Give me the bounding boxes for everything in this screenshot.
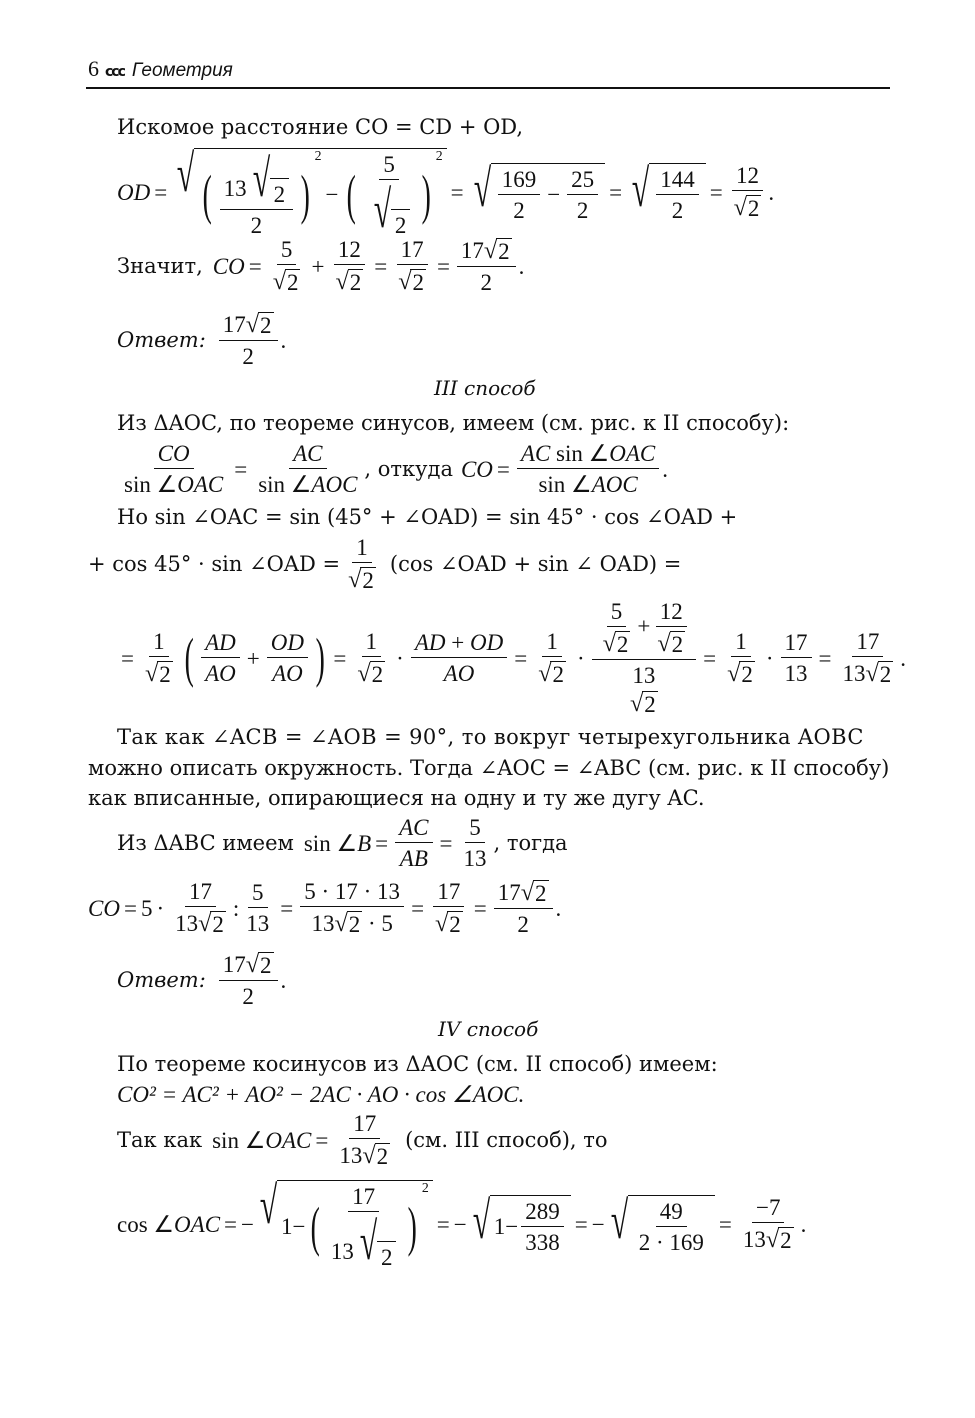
iz-abc-text: Из ΔABC имеем: [117, 830, 294, 855]
text-line-cos-law: По теореме косинусов из ΔAOC (см. II способ) имеем:: [117, 1052, 718, 1076]
see-iii-text: (см. III способ), то: [405, 1127, 608, 1152]
cos-sum-text: (cos ∠OAD + sin ∠ OAD) =: [389, 551, 682, 576]
formula-sin-b: Из ΔABC имеем sin ∠ B = $\frac{AC}{AB}$ = $\frac{5}{13}$ , тогда: [117, 815, 568, 871]
text-line-quad-2: можно описать окружность. Тогда ∠AOC = ∠ABC (см. рис. к II способу): [88, 756, 890, 780]
text-line-quad-1: Так как ∠ACB = ∠AOB = 90°, то вокруг четырехугольника AOBC: [117, 725, 864, 749]
text-line-sin-oac: Но sin ∠OAC = sin (45° + ∠OAD) = sin 45° · cos ∠OAD +: [117, 505, 738, 529]
cos45-text: + cos 45° · sin ∠OAD =: [88, 551, 341, 576]
tak-kak-text: Так как: [117, 1127, 203, 1152]
page-number: 6: [88, 56, 99, 81]
running-header: [88, 56, 233, 82]
section-caption-iii: III способ: [434, 376, 536, 400]
togda-text: , тогда: [493, 830, 568, 855]
formula-co-final: CO = 5 · 17 13 √ 2 : $\frac{5}{13}$ = 5 · 17 · 13 13 √ 2 · 5 = 17 √ 2 = 17 √ 2 2 .: [88, 878, 562, 937]
answer-label: Ответ:: [117, 967, 206, 992]
publisher-logo-icon: ccc: [105, 64, 124, 80]
formula-cos45: + cos 45° · sin ∠OAD = 1 √ 2 (cos ∠OAD + sin ∠ OAD) =: [88, 535, 682, 593]
formula-sine-law: $\frac{CO}{\text{sin ∠OAC}}$ = $\frac{AC}{\text{sin ∠AOC}}$ , откуда CO = $\frac{\text{AC sin ∠OAC}}{\text{sin ∠AOC}}$ .: [124, 441, 669, 497]
text-line-quad-3: как вписанные, опирающиеся на одну и ту же дугу AC.: [88, 786, 705, 810]
section-caption-iv: IV способ: [438, 1017, 539, 1041]
formula-od: OD = √ ( 13 √ 2 2 ) 2 − ( 5 √ 2 ) 2 = √ $\frac{169}{2}$ − $\frac{25}{2}$ = √ $\frac{144}{2}$ = 12 √ 2 .: [117, 145, 775, 239]
text-line-sine-law: Из ΔAOC, по теореме синусов, имеем (см. рис. к II способу):: [117, 411, 790, 435]
formula-sin-oac: Так как sin ∠ OAC = 17 13 √ 2 (см. III способ), то: [117, 1111, 608, 1169]
running-title: Геометрия: [131, 60, 233, 81]
formula-co-sum: Значит, CO = 5 √ 2 + 12 √ 2 = 17 √ 2 = 17 √ 2 2 .: [117, 236, 525, 295]
znachit-label: Значит,: [117, 253, 203, 278]
answer-1: Ответ: 17 √ 2 2 .: [117, 310, 287, 369]
otkuda-label: , откуда: [364, 456, 453, 481]
formula-cos-law: CO² = AC² + AO² − 2AC · AO · cos ∠AOC.: [117, 1082, 525, 1107]
formula-cos-oac: cos ∠ OAC = − √ 1− ( 17 13 √ 2 ) 2 = − √ 1− $\frac{289}{338}$ = − √ $\frac{49}{2 \cdot 169}$ = −7 13 √ 2 .: [117, 1177, 807, 1271]
formula-chain: = 1 √ 2 ( $\frac{AD}{AO}$ + $\frac{OD}{AO}$ ) = 1 √ 2 · $\frac{AD + OD}{AO}$ = 1 √ 2 · 5 √ 2 + 12 √ 2 13 √ 2 = 1 √ 2 · $\frac{17}{13}$ = 17 13 √ 2 .: [121, 599, 906, 717]
answer-label: Ответ:: [117, 327, 206, 352]
header-rule: [86, 87, 890, 89]
answer-2: Ответ: 17 √ 2 2 .: [117, 950, 287, 1009]
text-line-distance: Искомое расстояние CO = CD + OD,: [117, 115, 524, 139]
